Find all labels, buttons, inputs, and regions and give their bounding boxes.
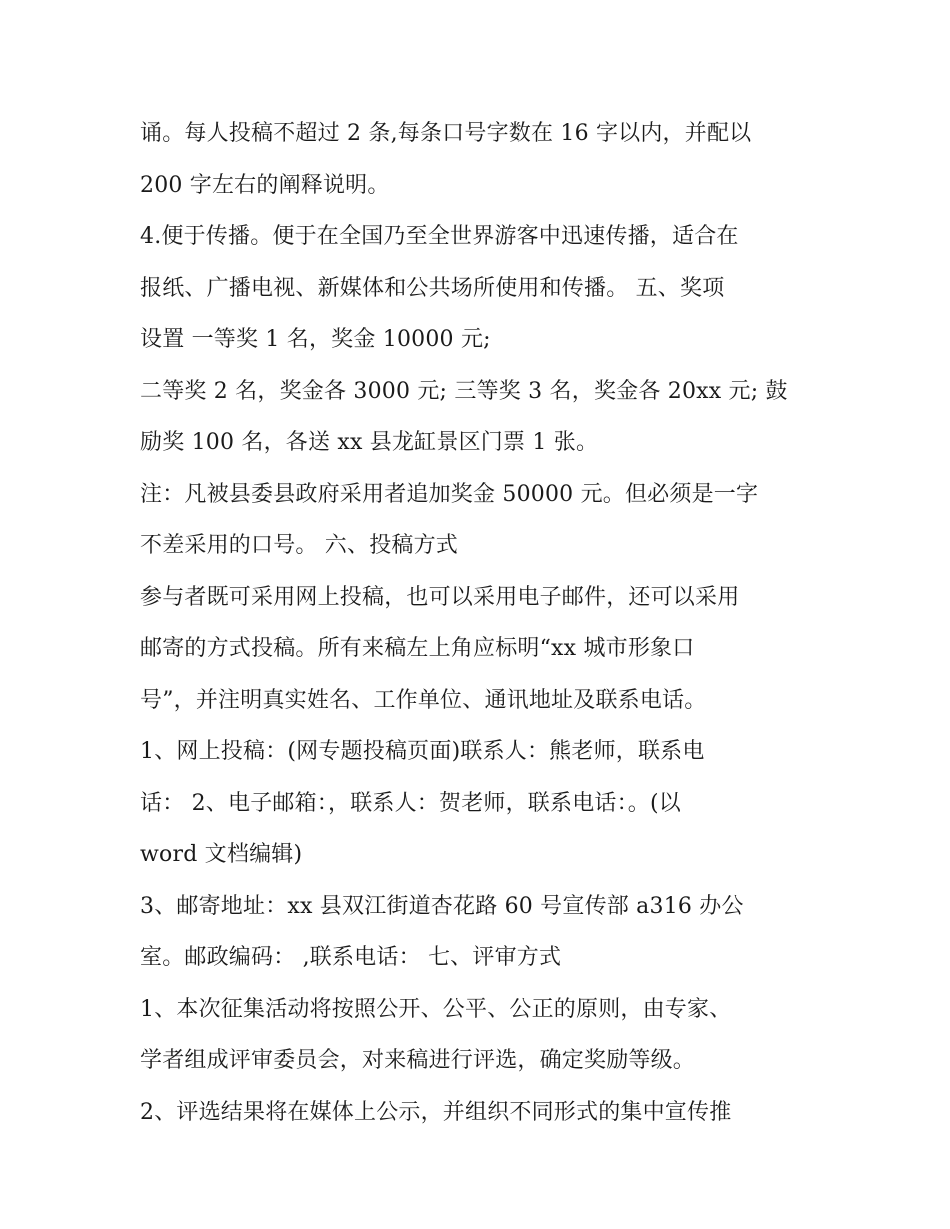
text-line: word 文档编辑): [140, 842, 303, 867]
text-line: 话： 2、电子邮箱：，联系人：贺老师，联系电话：。(以: [140, 790, 681, 816]
text-line: 3、邮寄地址：xx 县双江街道杏花路 60 号宣传部 a316 办公: [140, 893, 744, 919]
text-line: 邮寄的方式投稿。所有来稿左上角应标明“xx 城市形象口: [140, 636, 695, 661]
text-line: 二等奖 2 名，奖金各 3000 元; 三等奖 3 名，奖金各 20xx 元; 鼓: [140, 378, 788, 404]
text-line: 1、网上投稿：(网专题投稿页面)联系人：熊老师，联系电: [140, 739, 705, 764]
text-line: 诵。每人投稿不超过 2 条,每条口号字数在 16 字以内，并配以: [140, 121, 752, 146]
text-line: 参与者既可采用网上投稿，也可以采用电子邮件，还可以采用: [140, 584, 740, 610]
text-line: 学者组成评审委员会，对来稿进行评选，确定奖励等级。: [140, 1048, 696, 1073]
text-line: 设置 一等奖 1 名，奖金 10000 元;: [140, 327, 491, 352]
text-line: 室。邮政编码： ,联系电话： 七、评审方式: [140, 945, 562, 970]
text-line: 2、评选结果将在媒体上公示，并组织不同形式的集中宣传推: [140, 1099, 732, 1125]
text-line: 不差采用的口号。 六、投稿方式: [140, 533, 458, 558]
document-body: [140, 108, 830, 1138]
text-line: 注：凡被县委县政府采用者追加奖金 50000 元。但必须是一字: [140, 481, 759, 507]
text-line: 4.便于传播。便于在全国乃至全世界游客中迅速传播，适合在: [140, 224, 739, 249]
text-line: 励奖 100 名，各送 xx 县龙缸景区门票 1 张。: [140, 430, 599, 455]
text-line: 号”，并注明真实姓名、工作单位、通讯地址及联系电话。: [140, 687, 707, 713]
text-line: 1、本次征集活动将按照公开、公平、公正的原则，由专家、: [140, 996, 732, 1022]
text-line: 200 字左右的阐释说明。: [140, 172, 390, 198]
text-line: 报纸、广播电视、新媒体和公共场所使用和传播。 五、奖项: [140, 275, 725, 301]
